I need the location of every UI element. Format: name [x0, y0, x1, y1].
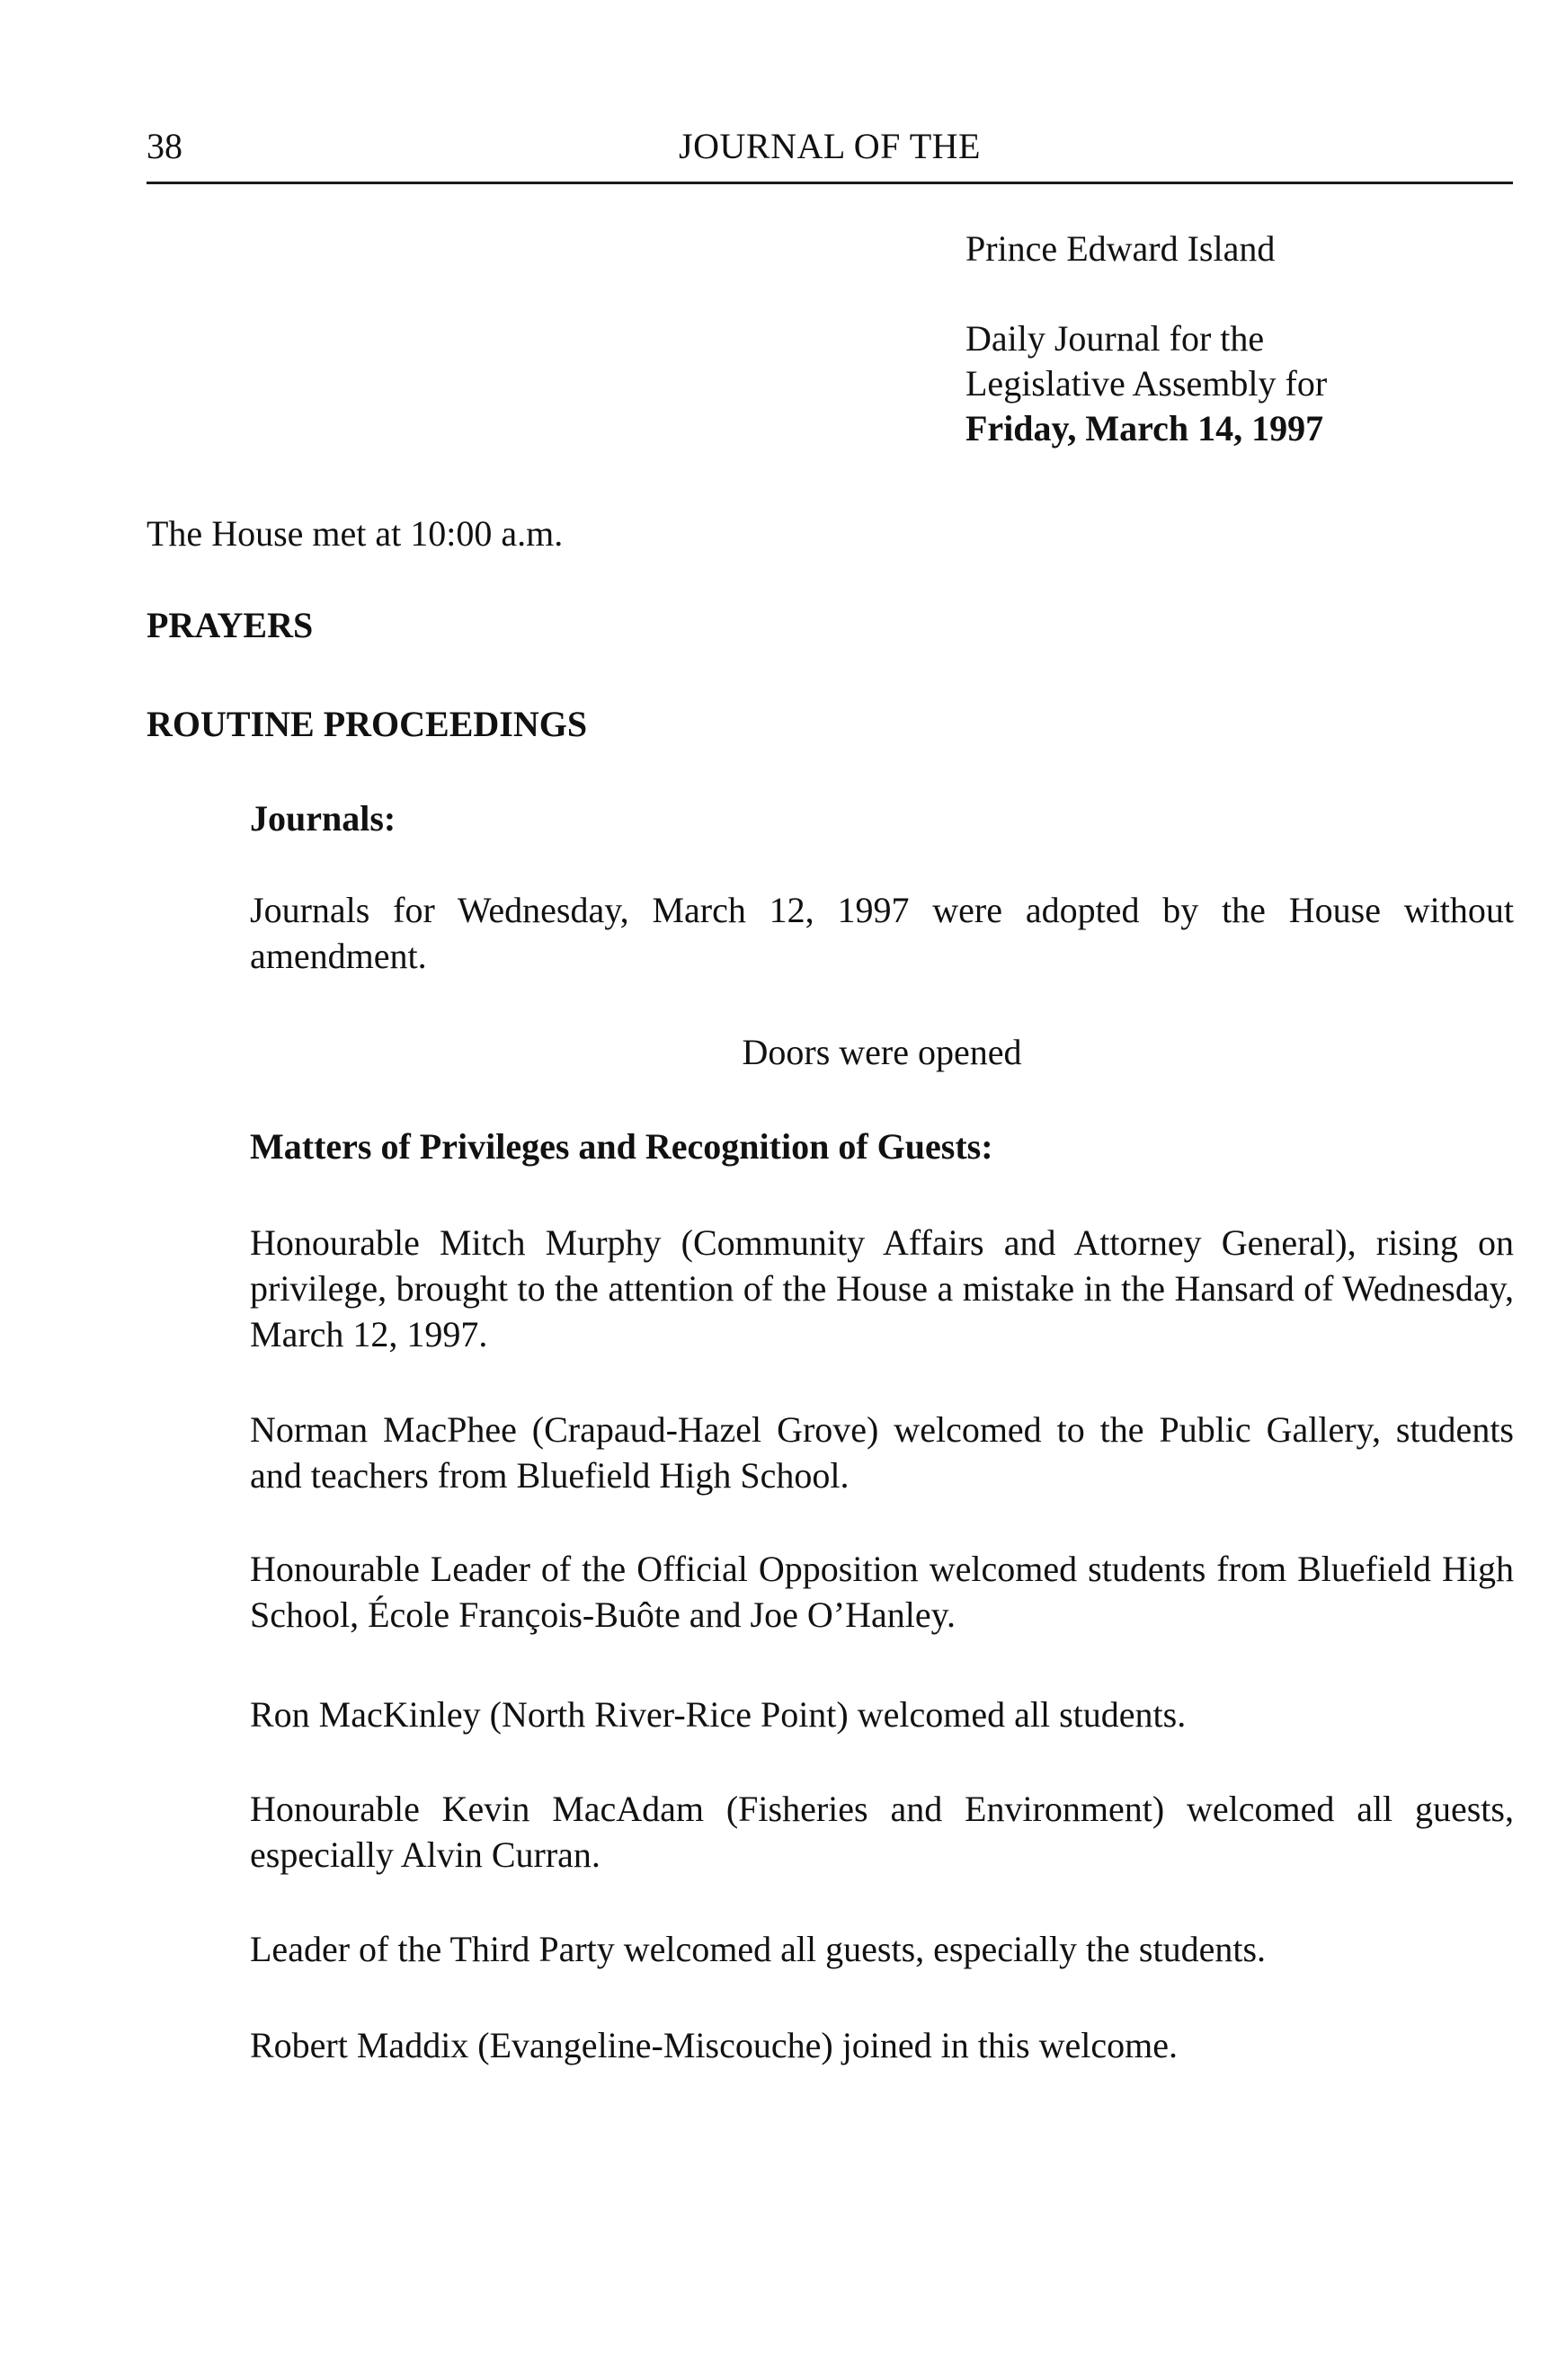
journal-title-line-1: Daily Journal for the — [965, 318, 1265, 359]
privileges-heading: Matters of Privileges and Recognition of Guests: — [250, 1126, 993, 1167]
opening-statement: The House met at 10:00 a.m. — [147, 513, 564, 554]
province-name: Prince Edward Island — [965, 228, 1276, 269]
privilege-paragraph-6: Leader of the Third Party welcomed all guests, especially the students. — [250, 1929, 1267, 1969]
privilege-paragraph-4: Ron MacKinley (North River-Rice Point) welcomed all students. — [250, 1694, 1187, 1735]
journals-paragraph: Journals for Wednesday, March 12, 1997 were adopted by the House without amendment. — [250, 890, 1514, 976]
prayers-heading: PRAYERS — [147, 605, 314, 645]
routine-proceedings-heading: ROUTINE PROCEEDINGS — [147, 704, 588, 744]
privilege-paragraph-1: Honourable Mitch Murphy (Community Affairs and Attorney General), rising on privilege, brought to the attention of the House a mistake in the Hansard of Wednesday, March 12, 1997. — [250, 1222, 1514, 1354]
privilege-paragraph-3: Honourable Leader of the Official Opposition welcomed students from Bluefield High School, École François-Buôte and Joe O’Hanley. — [250, 1549, 1514, 1635]
journal-title-line-2: Legislative Assembly for — [965, 363, 1328, 404]
issuer-block — [965, 226, 1469, 451]
page-number: 38 — [147, 126, 182, 166]
spacer — [965, 271, 1469, 316]
page-header — [147, 124, 1513, 178]
journals-heading: Journals: — [250, 798, 396, 839]
running-title: JOURNAL OF THE — [679, 126, 981, 166]
header-rule — [147, 182, 1513, 184]
privilege-paragraph-2: Norman MacPhee (Crapaud-Hazel Grove) welcomed to the Public Gallery, students and teachers from Bluefield High School. — [250, 1409, 1514, 1496]
privilege-paragraph-5: Honourable Kevin MacAdam (Fisheries and Environment) welcomed all guests, especially Alvin Curran. — [250, 1789, 1514, 1875]
journal-date: Friday, March 14, 1997 — [965, 408, 1324, 448]
doors-opened-note: Doors were opened — [742, 1032, 1022, 1072]
privilege-paragraph-7: Robert Maddix (Evangeline-Miscouche) joined in this welcome. — [250, 2025, 1178, 2065]
